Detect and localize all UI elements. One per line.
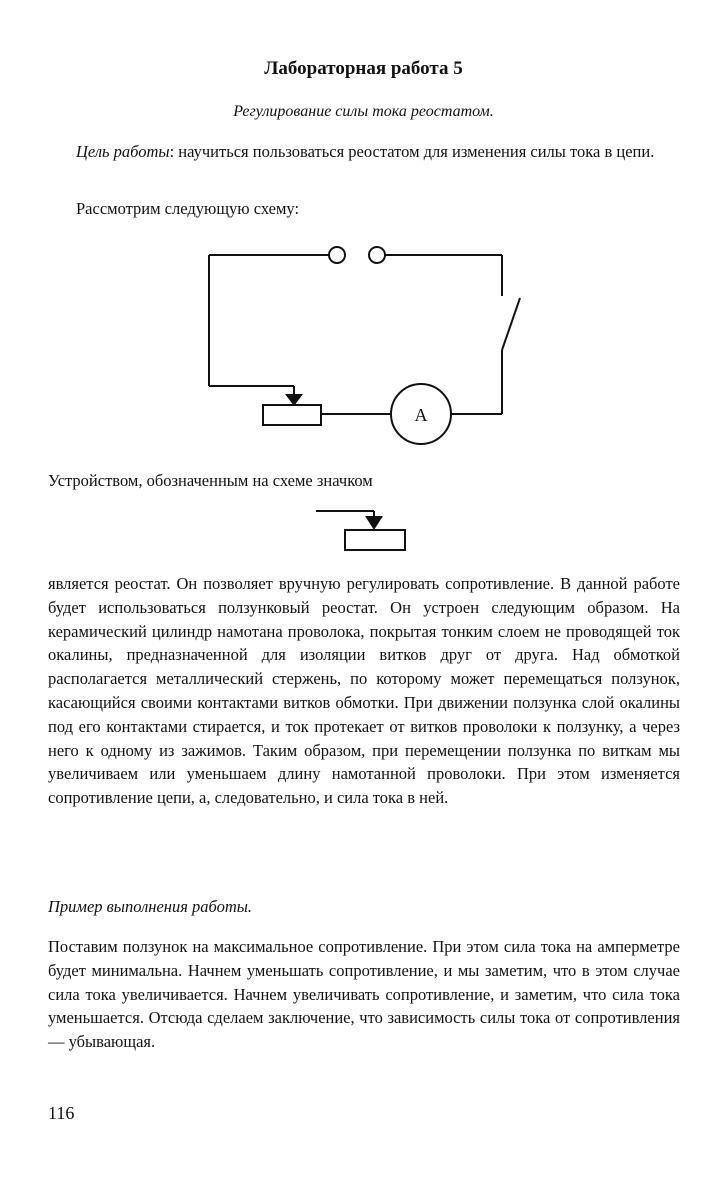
body-paragraph: является реостат. Он позволяет вручную регулировать сопротивление. В данной работе будет использоваться ползунковый реостат. Он устроен следующим образом. На керамический цилиндр намотана проволока, покрытая тонким слоем не проводящей ток окалины, предназначенной для изоляции витков друг от друга. Над обмоткой располагается металлический стержень, по которому может перемещаться ползунок, касающийся своими контактами витков обмотки. При движении ползунка слой окалины под его контактами стирается, и ток протекает от витков проволоки к ползунку, а через него к одному из зажимов. Таким образом, при перемещении ползунка по виткам мы увеличиваем или уменьшаем длину намотанной проволоки. При этом изменяется сопротивление цепи, а, следовательно, и сила тока в ней. [48, 574, 680, 808]
aim-text: : научиться пользоваться реостатом для изменения силы тока в цепи. [169, 142, 655, 161]
page-number: 116 [48, 1103, 75, 1123]
page-title: Лабораторная работа 5 [264, 58, 463, 79]
symbol-body [345, 530, 405, 550]
ammeter-label: A [414, 405, 428, 425]
consider-line: Рассмотрим следующую схему: [76, 199, 300, 218]
aim-label: Цель работы [76, 142, 170, 161]
rheostat-symbol [0, 0, 727, 560]
page-subtitle: Регулирование силы тока реостатом. [233, 103, 494, 120]
conclusion-paragraph: Поставим ползунок на максимальное сопротивление. При этом сила тока на амперметре будет минимальна. Начнем уменьшать сопротивление, и мы заметим, что в этом случае сила тока увеличивается. Начнем увеличивать сопротивление, и заметим, что сила тока уменьшается. Отсюда сделаем заключение, что зависимость силы тока от сопротивления — убывающая. [48, 937, 680, 1052]
example-heading: Пример выполнения работы. [48, 897, 253, 916]
device-line: Устройством, обозначенным на схеме значком [48, 471, 373, 490]
symbol-arrow [365, 516, 383, 530]
